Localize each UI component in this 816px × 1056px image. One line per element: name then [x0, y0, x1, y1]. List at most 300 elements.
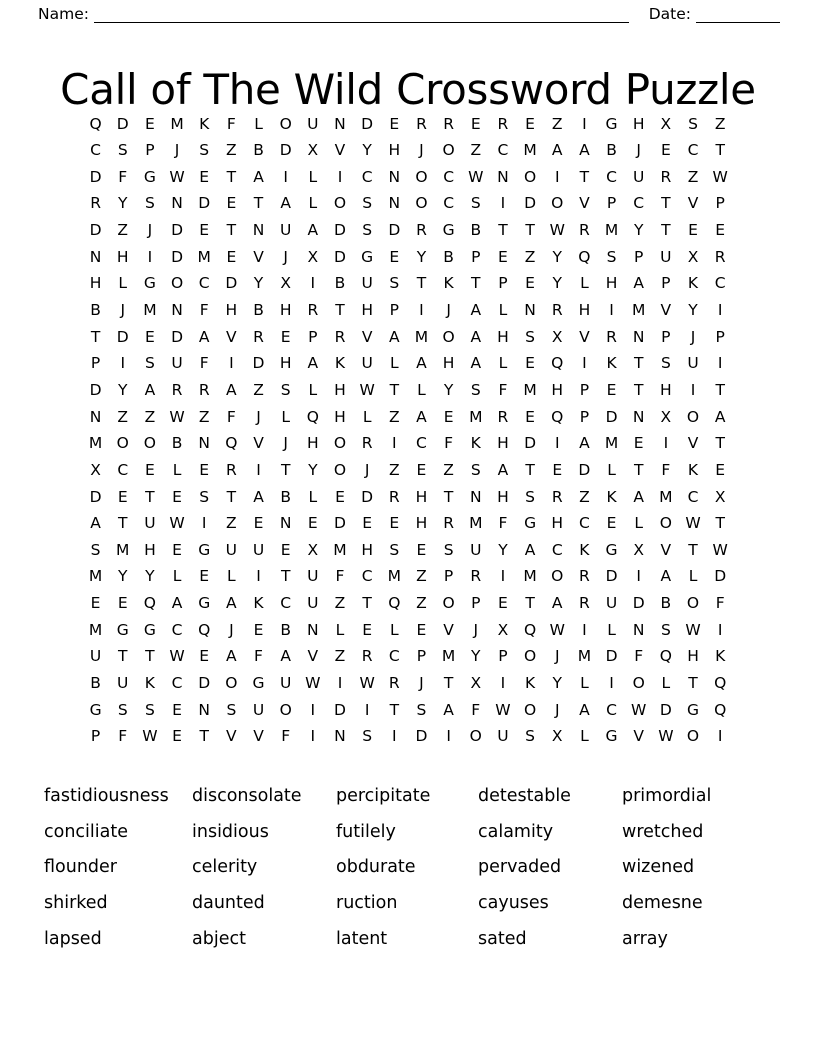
grid-cell[interactable]: H: [497, 487, 509, 506]
grid-cell[interactable]: I: [446, 727, 451, 746]
grid-cell[interactable]: P: [606, 194, 617, 213]
grid-cell[interactable]: E: [389, 514, 400, 533]
grid-cell[interactable]: Z: [117, 221, 129, 240]
grid-cell[interactable]: Z: [470, 141, 482, 160]
grid-cell[interactable]: W: [631, 700, 647, 719]
grid-cell[interactable]: E: [525, 114, 535, 133]
grid-cell[interactable]: F: [199, 301, 209, 320]
grid-cell[interactable]: L: [580, 674, 589, 693]
grid-cell[interactable]: H: [361, 301, 373, 320]
grid-cell[interactable]: D: [252, 354, 265, 373]
grid-cell[interactable]: O: [442, 594, 455, 613]
grid-cell[interactable]: S: [117, 700, 128, 719]
grid-cell[interactable]: P: [389, 301, 399, 320]
grid-cell[interactable]: R: [579, 567, 590, 586]
grid-cell[interactable]: D: [415, 727, 428, 746]
grid-cell[interactable]: D: [361, 114, 374, 133]
grid-cell[interactable]: A: [90, 514, 101, 533]
grid-cell[interactable]: P: [498, 647, 508, 666]
grid-cell[interactable]: A: [253, 167, 264, 186]
grid-cell[interactable]: D: [334, 700, 346, 719]
grid-cell[interactable]: J: [256, 407, 261, 426]
grid-cell[interactable]: X: [307, 540, 319, 559]
grid-cell[interactable]: S: [362, 221, 373, 240]
grid-cell[interactable]: I: [500, 194, 506, 213]
grid-cell[interactable]: T: [525, 460, 535, 479]
grid-cell[interactable]: R: [579, 594, 590, 613]
grid-cell[interactable]: I: [201, 514, 207, 533]
grid-cell[interactable]: I: [283, 167, 288, 186]
grid-cell[interactable]: T: [471, 274, 481, 293]
grid-cell[interactable]: D: [198, 194, 211, 213]
grid-cell[interactable]: I: [717, 354, 723, 373]
grid-cell[interactable]: L: [362, 407, 372, 426]
grid-cell[interactable]: S: [144, 700, 155, 719]
grid-cell[interactable]: L: [498, 354, 508, 373]
grid-cell[interactable]: O: [551, 194, 564, 213]
grid-cell[interactable]: C: [90, 141, 101, 160]
grid-cell[interactable]: T: [443, 487, 454, 506]
grid-cell[interactable]: J: [636, 141, 641, 160]
grid-cell[interactable]: I: [717, 301, 723, 320]
grid-cell[interactable]: W: [549, 620, 565, 639]
grid-cell[interactable]: R: [497, 114, 509, 133]
grid-cell[interactable]: S: [90, 540, 101, 559]
grid-cell[interactable]: N: [307, 620, 319, 639]
grid-cell[interactable]: W: [712, 167, 728, 186]
grid-cell[interactable]: S: [144, 194, 155, 213]
word-list-item[interactable]: shirked: [44, 893, 108, 914]
grid-cell[interactable]: P: [661, 274, 671, 293]
grid-cell[interactable]: M: [604, 221, 619, 240]
grid-cell[interactable]: D: [524, 434, 537, 453]
grid-cell[interactable]: Z: [416, 567, 427, 586]
grid-cell[interactable]: N: [334, 114, 346, 133]
grid-cell[interactable]: D: [361, 487, 374, 506]
grid-cell[interactable]: E: [498, 247, 508, 266]
grid-cell[interactable]: I: [609, 674, 614, 693]
grid-cell[interactable]: V: [361, 327, 373, 346]
grid-cell[interactable]: H: [334, 380, 346, 399]
grid-cell[interactable]: J: [147, 221, 153, 240]
grid-cell[interactable]: G: [442, 221, 455, 240]
grid-cell[interactable]: J: [283, 247, 288, 266]
grid-cell[interactable]: U: [660, 247, 672, 266]
grid-cell[interactable]: Z: [334, 594, 346, 613]
word-list-item[interactable]: calamity: [478, 821, 554, 842]
grid-cell[interactable]: S: [660, 354, 671, 373]
grid-cell[interactable]: D: [632, 594, 645, 613]
grid-cell[interactable]: S: [525, 487, 535, 506]
grid-cell[interactable]: Z: [714, 114, 726, 133]
grid-cell[interactable]: C: [171, 620, 183, 639]
grid-cell[interactable]: Y: [118, 567, 128, 586]
grid-cell[interactable]: G: [198, 540, 211, 559]
grid-cell[interactable]: J: [283, 434, 288, 453]
grid-cell[interactable]: Z: [226, 141, 237, 160]
grid-cell[interactable]: R: [225, 460, 237, 479]
grid-cell[interactable]: B: [253, 301, 264, 320]
grid-cell[interactable]: R: [443, 514, 454, 533]
grid-cell[interactable]: M: [632, 301, 646, 320]
grid-cell[interactable]: S: [470, 194, 481, 213]
grid-cell[interactable]: Y: [552, 674, 562, 693]
grid-cell[interactable]: C: [633, 194, 645, 213]
grid-cell[interactable]: W: [468, 167, 484, 186]
grid-cell[interactable]: R: [416, 221, 427, 240]
grid-cell[interactable]: Q: [388, 594, 401, 613]
grid-cell[interactable]: H: [89, 274, 102, 293]
grid-cell[interactable]: T: [661, 194, 671, 213]
grid-cell[interactable]: L: [634, 514, 644, 533]
grid-cell[interactable]: L: [688, 567, 698, 586]
grid-cell[interactable]: A: [470, 327, 482, 346]
grid-cell[interactable]: L: [580, 727, 589, 746]
grid-cell[interactable]: B: [280, 620, 291, 639]
grid-cell[interactable]: B: [443, 247, 454, 266]
grid-cell[interactable]: A: [171, 594, 183, 613]
grid-cell[interactable]: U: [307, 594, 319, 613]
grid-cell[interactable]: H: [415, 514, 428, 533]
grid-cell[interactable]: N: [198, 434, 210, 453]
grid-cell[interactable]: H: [632, 114, 645, 133]
grid-cell[interactable]: T: [226, 167, 237, 186]
grid-cell[interactable]: X: [280, 274, 291, 293]
grid-cell[interactable]: C: [687, 487, 699, 506]
grid-cell[interactable]: D: [116, 327, 129, 346]
grid-cell[interactable]: T: [280, 567, 291, 586]
grid-cell[interactable]: K: [606, 487, 617, 506]
grid-cell[interactable]: L: [607, 620, 616, 639]
grid-cell[interactable]: F: [226, 114, 236, 133]
grid-cell[interactable]: C: [361, 167, 373, 186]
grid-cell[interactable]: W: [685, 620, 701, 639]
grid-cell[interactable]: H: [497, 327, 509, 346]
grid-cell[interactable]: R: [470, 567, 482, 586]
grid-cell[interactable]: I: [364, 700, 370, 719]
grid-cell[interactable]: R: [198, 380, 210, 399]
grid-cell[interactable]: Y: [253, 274, 264, 293]
grid-cell[interactable]: H: [388, 141, 401, 160]
grid-cell[interactable]: S: [660, 620, 671, 639]
grid-cell[interactable]: L: [172, 460, 182, 479]
grid-cell[interactable]: Y: [688, 301, 698, 320]
grid-cell[interactable]: D: [334, 247, 346, 266]
grid-cell[interactable]: J: [690, 327, 696, 346]
grid-cell[interactable]: A: [416, 354, 427, 373]
grid-cell[interactable]: E: [362, 620, 373, 639]
word-list-item[interactable]: primordial: [622, 786, 712, 807]
grid-cell[interactable]: E: [606, 380, 617, 399]
grid-cell[interactable]: C: [361, 567, 373, 586]
grid-cell[interactable]: L: [227, 567, 236, 586]
grid-cell[interactable]: N: [632, 327, 645, 346]
grid-cell[interactable]: P: [471, 247, 481, 266]
grid-cell[interactable]: D: [659, 700, 672, 719]
grid-cell[interactable]: C: [578, 514, 590, 533]
grid-cell[interactable]: D: [89, 221, 102, 240]
grid-cell[interactable]: Q: [523, 620, 537, 639]
grid-cell[interactable]: E: [688, 221, 698, 240]
grid-cell[interactable]: A: [551, 141, 563, 160]
grid-cell[interactable]: O: [686, 407, 700, 426]
grid-cell[interactable]: K: [144, 674, 155, 693]
grid-cell[interactable]: G: [252, 674, 265, 693]
grid-cell[interactable]: F: [444, 434, 454, 453]
grid-cell[interactable]: T: [715, 380, 725, 399]
grid-cell[interactable]: H: [687, 647, 699, 666]
grid-cell[interactable]: P: [634, 247, 644, 266]
grid-cell[interactable]: T: [226, 487, 237, 506]
grid-cell[interactable]: E: [416, 460, 427, 479]
word-list-item[interactable]: sated: [478, 928, 527, 949]
grid-cell[interactable]: C: [198, 274, 210, 293]
grid-cell[interactable]: T: [362, 594, 372, 613]
grid-cell[interactable]: X: [551, 327, 563, 346]
grid-cell[interactable]: O: [143, 434, 156, 453]
grid-cell[interactable]: I: [582, 620, 587, 639]
grid-cell[interactable]: O: [415, 194, 428, 213]
grid-cell[interactable]: V: [579, 194, 590, 213]
grid-cell[interactable]: E: [633, 434, 644, 453]
grid-cell[interactable]: S: [362, 727, 373, 746]
grid-cell[interactable]: E: [280, 327, 291, 346]
grid-cell[interactable]: E: [280, 540, 291, 559]
word-list-item[interactable]: conciliate: [44, 821, 128, 842]
grid-cell[interactable]: V: [443, 620, 454, 639]
grid-cell[interactable]: A: [253, 487, 264, 506]
grid-cell[interactable]: X: [307, 247, 319, 266]
grid-cell[interactable]: O: [686, 727, 700, 746]
grid-cell[interactable]: P: [579, 380, 590, 399]
word-list-item[interactable]: celerity: [192, 857, 258, 878]
grid-cell[interactable]: C: [443, 194, 455, 213]
grid-cell[interactable]: D: [334, 221, 346, 240]
grid-cell[interactable]: M: [469, 514, 483, 533]
grid-cell[interactable]: B: [334, 274, 346, 293]
grid-cell[interactable]: H: [279, 354, 292, 373]
grid-cell[interactable]: S: [525, 327, 535, 346]
grid-cell[interactable]: E: [715, 221, 726, 240]
grid-cell[interactable]: F: [661, 460, 671, 479]
grid-cell[interactable]: E: [144, 460, 155, 479]
grid-cell[interactable]: H: [605, 274, 618, 293]
grid-cell[interactable]: G: [605, 114, 618, 133]
grid-cell[interactable]: C: [117, 460, 129, 479]
grid-cell[interactable]: S: [362, 194, 373, 213]
grid-cell[interactable]: H: [551, 514, 564, 533]
grid-cell[interactable]: A: [524, 540, 536, 559]
grid-cell[interactable]: N: [388, 167, 401, 186]
grid-cell[interactable]: L: [335, 620, 345, 639]
grid-cell[interactable]: U: [252, 540, 265, 559]
grid-cell[interactable]: I: [500, 674, 506, 693]
grid-cell[interactable]: D: [116, 114, 129, 133]
grid-cell[interactable]: E: [199, 647, 210, 666]
grid-cell[interactable]: D: [605, 567, 618, 586]
grid-cell[interactable]: W: [359, 380, 375, 399]
grid-cell[interactable]: P: [308, 327, 318, 346]
grid-cell[interactable]: N: [388, 194, 401, 213]
grid-cell[interactable]: N: [497, 167, 509, 186]
grid-cell[interactable]: O: [116, 434, 129, 453]
grid-cell[interactable]: Z: [687, 167, 699, 186]
grid-cell[interactable]: K: [470, 434, 481, 453]
word-search-grid[interactable]: [82, 111, 734, 750]
grid-cell[interactable]: M: [604, 434, 619, 453]
grid-cell[interactable]: I: [554, 167, 560, 186]
grid-cell[interactable]: X: [687, 247, 699, 266]
grid-cell[interactable]: M: [116, 540, 130, 559]
grid-cell[interactable]: M: [469, 407, 483, 426]
grid-cell[interactable]: S: [688, 114, 698, 133]
grid-cell[interactable]: D: [171, 327, 184, 346]
grid-cell[interactable]: M: [387, 567, 401, 586]
grid-cell[interactable]: T: [688, 540, 698, 559]
grid-cell[interactable]: I: [337, 674, 343, 693]
grid-cell[interactable]: O: [632, 674, 645, 693]
grid-cell[interactable]: G: [687, 700, 700, 719]
grid-cell[interactable]: T: [661, 221, 671, 240]
grid-cell[interactable]: O: [333, 434, 347, 453]
grid-cell[interactable]: T: [280, 460, 291, 479]
grid-cell[interactable]: J: [364, 460, 370, 479]
grid-cell[interactable]: C: [687, 141, 699, 160]
grid-cell[interactable]: L: [580, 274, 589, 293]
grid-cell[interactable]: M: [333, 540, 347, 559]
grid-cell[interactable]: Z: [334, 647, 346, 666]
grid-cell[interactable]: B: [171, 434, 183, 453]
word-list-item[interactable]: demesne: [622, 893, 703, 914]
grid-cell[interactable]: T: [633, 460, 644, 479]
grid-cell[interactable]: T: [118, 514, 128, 533]
grid-cell[interactable]: V: [660, 301, 672, 320]
grid-cell[interactable]: I: [690, 380, 696, 399]
grid-cell[interactable]: E: [552, 460, 563, 479]
grid-cell[interactable]: H: [660, 380, 672, 399]
word-list-item[interactable]: abject: [192, 928, 246, 949]
grid-cell[interactable]: K: [606, 354, 617, 373]
grid-cell[interactable]: Z: [388, 460, 400, 479]
grid-cell[interactable]: T: [226, 221, 237, 240]
grid-cell[interactable]: P: [661, 327, 671, 346]
grid-cell[interactable]: D: [198, 674, 211, 693]
grid-cell[interactable]: F: [118, 727, 128, 746]
grid-cell[interactable]: S: [389, 540, 400, 559]
grid-cell[interactable]: S: [144, 354, 155, 373]
grid-cell[interactable]: Q: [714, 674, 727, 693]
grid-cell[interactable]: M: [197, 247, 211, 266]
grid-cell[interactable]: N: [279, 514, 292, 533]
grid-cell[interactable]: H: [551, 380, 564, 399]
grid-cell[interactable]: O: [523, 167, 537, 186]
grid-cell[interactable]: K: [715, 647, 726, 666]
grid-cell[interactable]: E: [90, 594, 101, 613]
word-list-item[interactable]: disconsolate: [192, 786, 302, 807]
grid-cell[interactable]: G: [361, 247, 374, 266]
grid-cell[interactable]: Q: [551, 354, 564, 373]
grid-cell[interactable]: Z: [144, 407, 156, 426]
grid-cell[interactable]: C: [443, 167, 455, 186]
grid-cell[interactable]: E: [144, 114, 155, 133]
grid-cell[interactable]: T: [90, 327, 101, 346]
grid-cell[interactable]: K: [443, 274, 454, 293]
grid-cell[interactable]: Y: [498, 540, 508, 559]
grid-cell[interactable]: E: [389, 247, 400, 266]
grid-cell[interactable]: O: [170, 274, 184, 293]
grid-cell[interactable]: K: [524, 674, 536, 693]
word-list-item[interactable]: fastidiousness: [44, 786, 169, 807]
grid-cell[interactable]: I: [256, 460, 261, 479]
word-list-item[interactable]: latent: [336, 928, 388, 949]
word-list-item[interactable]: daunted: [192, 893, 265, 914]
grid-cell[interactable]: T: [715, 141, 725, 160]
grid-cell[interactable]: A: [497, 460, 509, 479]
grid-cell[interactable]: W: [169, 167, 185, 186]
grid-cell[interactable]: E: [226, 194, 237, 213]
grid-cell[interactable]: X: [307, 141, 319, 160]
grid-cell[interactable]: Y: [145, 567, 155, 586]
grid-cell[interactable]: F: [226, 407, 236, 426]
grid-cell[interactable]: P: [145, 141, 155, 160]
grid-cell[interactable]: Q: [225, 434, 238, 453]
grid-cell[interactable]: S: [199, 487, 210, 506]
grid-cell[interactable]: H: [415, 487, 428, 506]
grid-cell[interactable]: U: [687, 354, 699, 373]
grid-cell[interactable]: L: [308, 487, 318, 506]
grid-cell[interactable]: A: [280, 194, 291, 213]
grid-cell[interactable]: Y: [552, 274, 562, 293]
grid-cell[interactable]: E: [498, 594, 508, 613]
grid-cell[interactable]: Z: [226, 514, 237, 533]
grid-cell[interactable]: P: [471, 594, 481, 613]
grid-cell[interactable]: M: [523, 380, 537, 399]
grid-cell[interactable]: F: [199, 354, 209, 373]
grid-cell[interactable]: V: [253, 247, 264, 266]
grid-cell[interactable]: V: [253, 434, 264, 453]
grid-cell[interactable]: W: [169, 407, 185, 426]
grid-cell[interactable]: T: [633, 354, 644, 373]
grid-cell[interactable]: S: [470, 380, 481, 399]
grid-cell[interactable]: T: [253, 194, 264, 213]
grid-cell[interactable]: G: [143, 167, 156, 186]
grid-cell[interactable]: M: [143, 301, 157, 320]
grid-cell[interactable]: Q: [198, 620, 211, 639]
grid-cell[interactable]: K: [579, 540, 590, 559]
grid-cell[interactable]: N: [632, 620, 645, 639]
grid-cell[interactable]: L: [172, 567, 182, 586]
grid-cell[interactable]: L: [389, 620, 399, 639]
grid-cell[interactable]: Q: [659, 647, 672, 666]
grid-cell[interactable]: N: [334, 727, 346, 746]
grid-cell[interactable]: E: [199, 567, 210, 586]
grid-cell[interactable]: E: [335, 487, 345, 506]
grid-cell[interactable]: I: [609, 301, 614, 320]
grid-cell[interactable]: U: [605, 594, 618, 613]
grid-cell[interactable]: Q: [306, 407, 319, 426]
grid-cell[interactable]: U: [497, 727, 509, 746]
grid-cell[interactable]: I: [392, 727, 397, 746]
grid-cell[interactable]: J: [446, 301, 451, 320]
grid-cell[interactable]: O: [523, 700, 537, 719]
grid-cell[interactable]: D: [605, 647, 618, 666]
grid-cell[interactable]: P: [498, 274, 508, 293]
grid-cell[interactable]: I: [229, 354, 234, 373]
grid-cell[interactable]: U: [171, 354, 183, 373]
grid-cell[interactable]: J: [419, 141, 424, 160]
grid-cell[interactable]: D: [89, 487, 102, 506]
grid-cell[interactable]: Z: [198, 407, 210, 426]
